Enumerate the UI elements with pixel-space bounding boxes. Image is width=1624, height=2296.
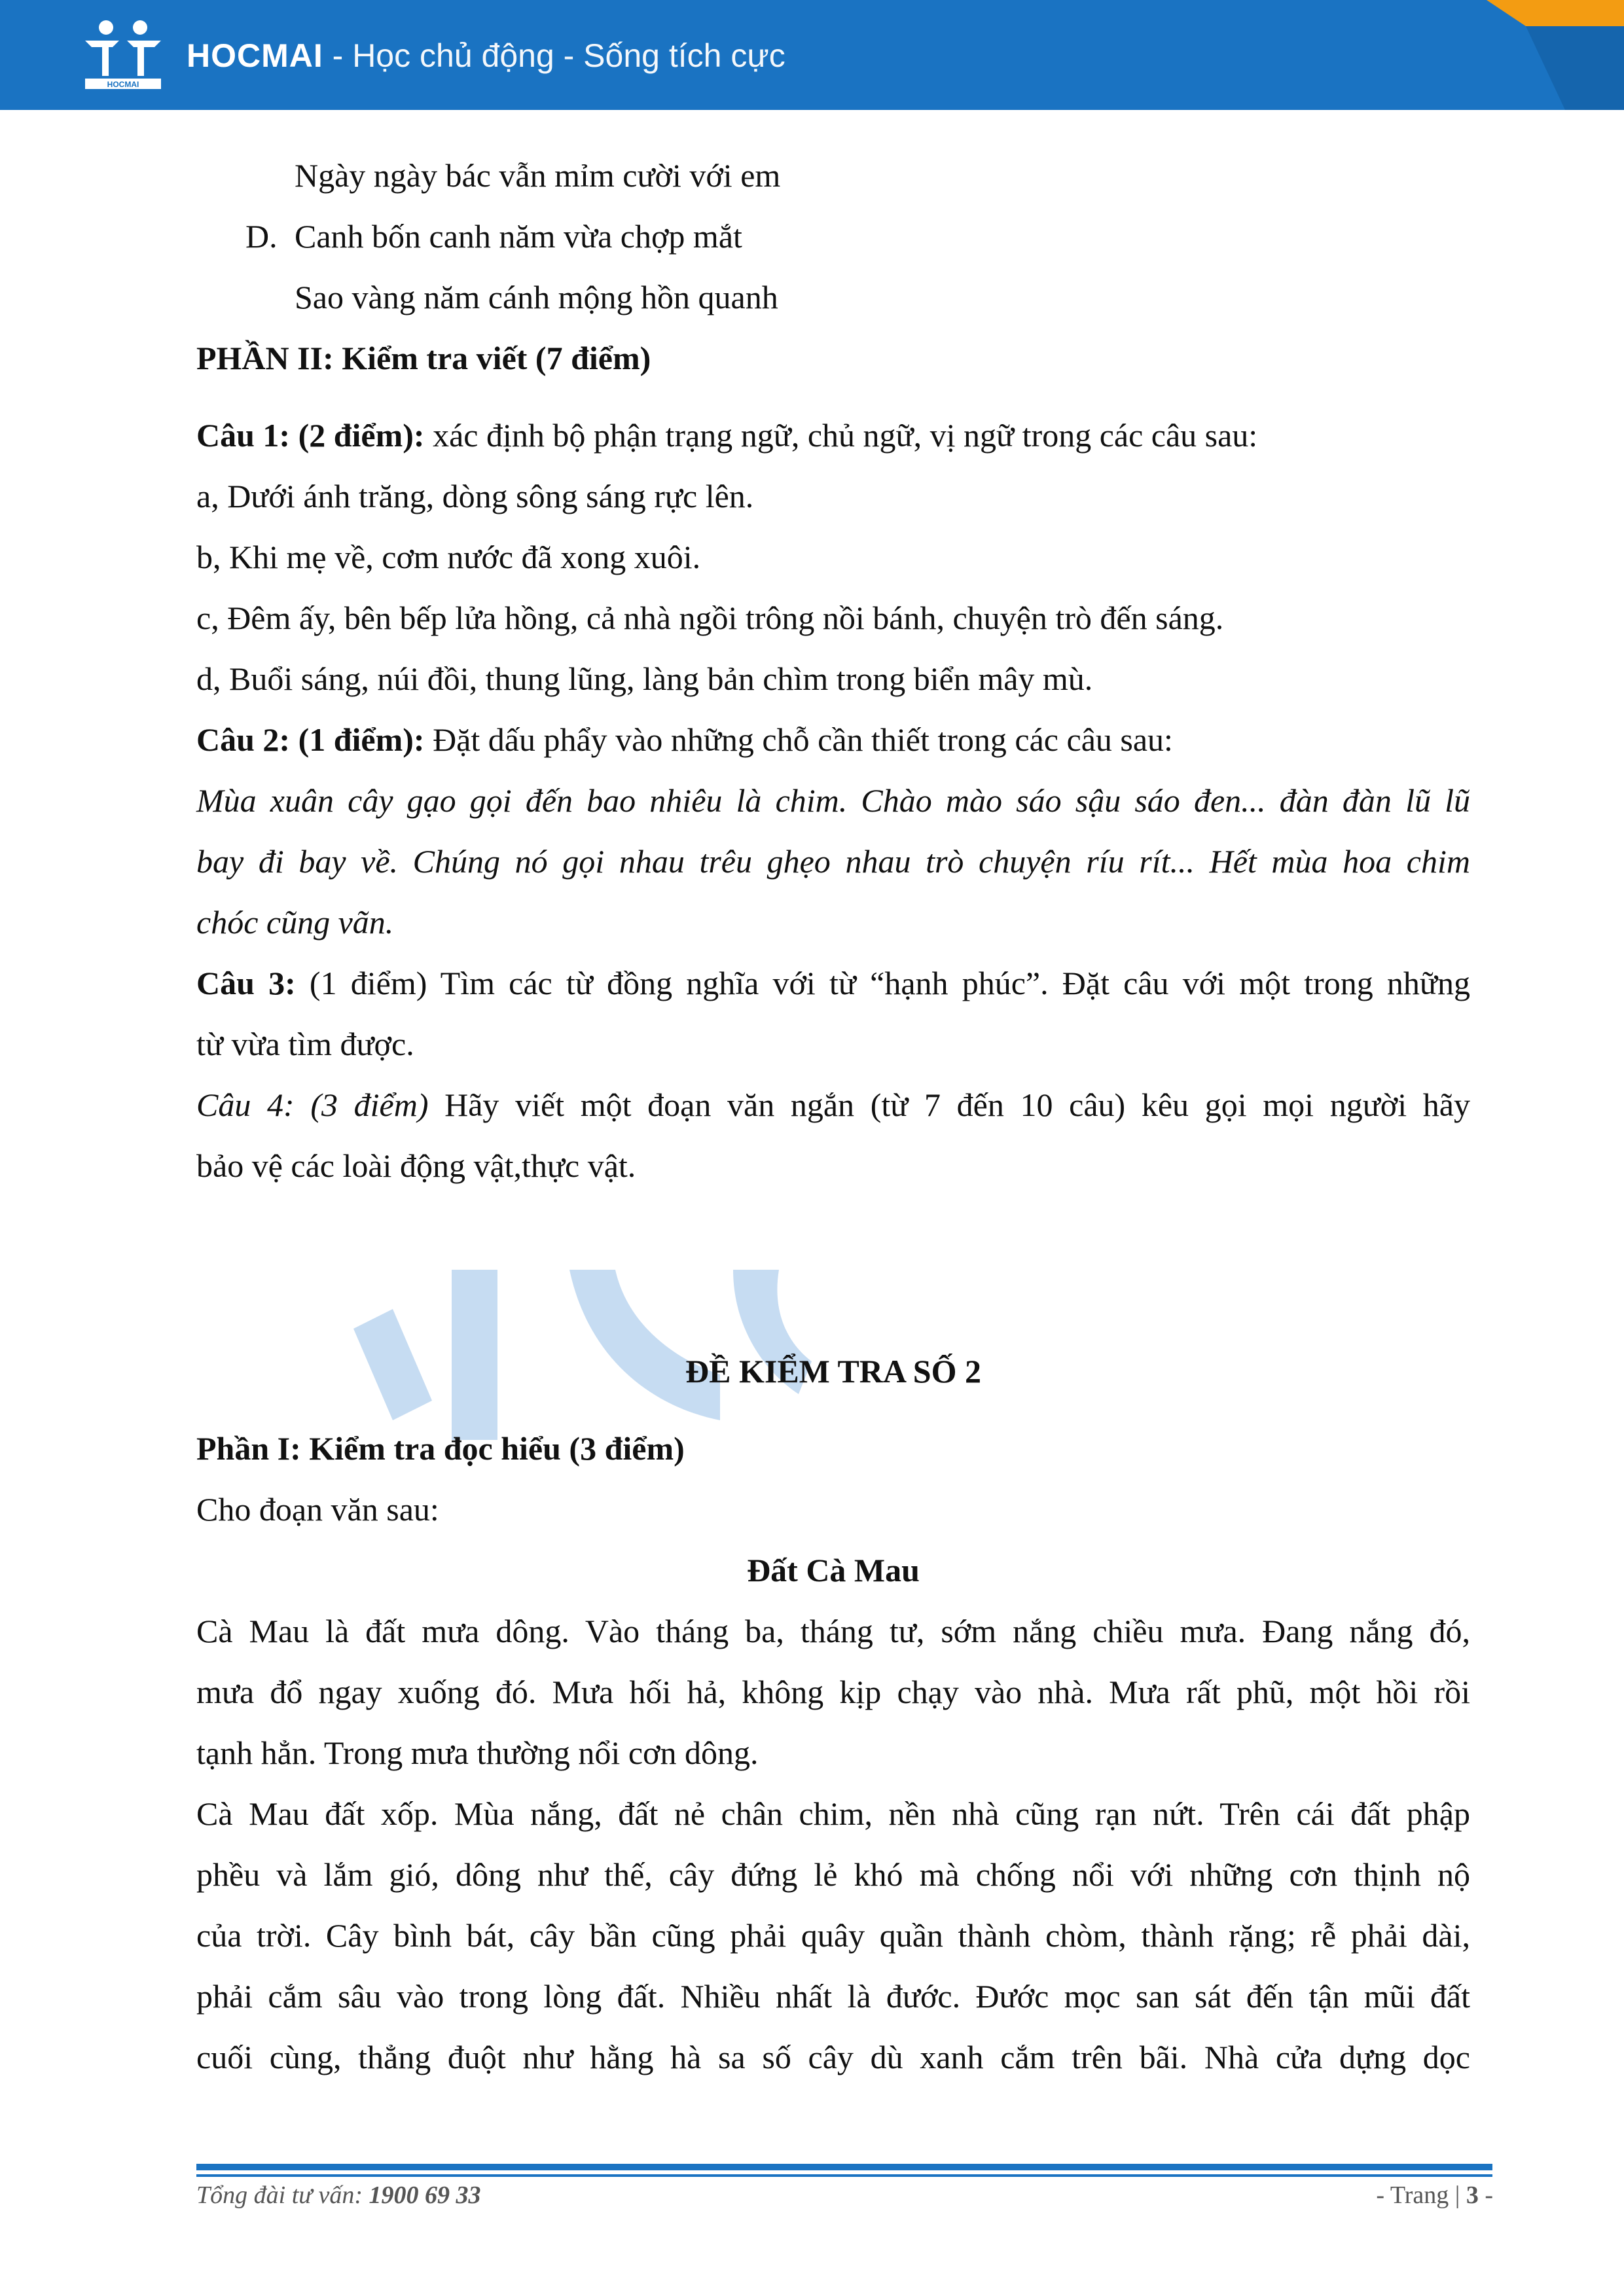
q4-continuation: bảo vệ các loài động vật,thực vật. (196, 1147, 636, 1184)
q1-text: xác định bộ phận trạng ngữ, chủ ngữ, vị ngữ trong các câu sau: (424, 417, 1258, 454)
part1-heading: Phần I: Kiểm tra đọc hiểu (3 điểm) (196, 1430, 685, 1467)
q2-text: Đặt dấu phẩy vào những chỗ cần thiết trong các câu sau: (424, 721, 1173, 758)
passage-intro: Cho đoạn văn sau: (196, 1491, 439, 1528)
poem-line-c2: Ngày ngày bác vẫn mỉm cười với em (295, 157, 781, 194)
q2-passage-line2: bay đi bay về. Chúng nó gọi nhau trêu ghẹo nhau trò chuyện ríu rít... Hết mùa hoa chim (196, 843, 1470, 880)
q1-item-a: a, Dưới ánh trăng, dòng sông sáng rực lên. (196, 478, 754, 514)
q1-item-d: d, Buổi sáng, núi đồi, thung lũng, làng bản chìm trong biển mây mù. (196, 660, 1093, 697)
page-number: 3 (1466, 2181, 1479, 2209)
hotline-label: Tổng đài tư vấn: (196, 2181, 369, 2209)
hotline-number: 1900 69 33 (369, 2181, 481, 2209)
passage-title: Đất Cà Mau (747, 1552, 920, 1588)
hocmai-logo-icon (80, 18, 166, 92)
q2-passage-line1: Mùa xuân cây gạo gọi đến bao nhiêu là chim. Chào mào sáo sậu sáo đen... đàn đàn lũ lũ (196, 782, 1470, 819)
passage-p1-line3: tạnh hẳn. Trong mưa thường nổi cơn dông. (196, 1734, 759, 1771)
brand-name: HOCMAI (187, 37, 323, 74)
passage-p2-line1: Cà Mau đất xốp. Mùa nắng, đất nẻ chân chim, nền nhà cũng rạn nứt. Trên cái đất phập (196, 1795, 1470, 1832)
passage-p1-line1: Cà Mau là đất mưa dông. Vào tháng ba, tháng tư, sớm nắng chiều mưa. Đang nắng đó, (196, 1613, 1470, 1649)
q1-label: Câu 1: (2 điểm): (196, 417, 425, 454)
footer-divider-thin (196, 2174, 1492, 2177)
orange-corner-accent (1428, 0, 1624, 110)
q3-text: (1 điểm) Tìm các từ đồng nghĩa với từ “hạnh phúc”. Đặt câu với một trong những (295, 965, 1470, 1001)
page-suffix: - (1478, 2181, 1493, 2209)
q4-prompt (196, 1085, 1470, 1124)
q3-prompt (196, 963, 1470, 1003)
passage-p1-line2: mưa đổ ngay xuống đó. Mưa hối hả, không kịp chạy vào nhà. Mưa rất phũ, một hồi rồi (196, 1674, 1470, 1710)
brand-slogan: Học chủ động - Sống tích cực (352, 37, 785, 74)
page-header (0, 0, 1624, 110)
option-d-line2: Sao vàng năm cánh mộng hồn quanh (295, 279, 778, 315)
option-d-label: D. (245, 218, 278, 255)
q3-label: Câu 3: (196, 965, 296, 1001)
q1-prompt (196, 416, 1470, 455)
q2-prompt (196, 720, 1470, 759)
footer-page-number (1376, 2181, 1493, 2210)
part2-heading: PHẦN II: Kiểm tra viết (7 điểm) (196, 340, 651, 376)
q1-item-c: c, Đêm ấy, bên bếp lửa hồng, cả nhà ngồi trông nồi bánh, chuyện trò đến sáng. (196, 600, 1224, 636)
brand-text (187, 37, 785, 75)
passage-p2-line3: của trời. Cây bình bát, cây bần cũng phải quây quần thành chòm, thành rặng; rễ phải dài, (196, 1917, 1470, 1954)
q4-text: Hãy viết một đoạn văn ngắn (từ 7 đến 10 câu) kêu gọi mọi người hãy (428, 1086, 1470, 1123)
option-d-line1: Canh bốn canh năm vừa chợp mắt (295, 218, 742, 255)
brand-separator: - (323, 37, 353, 74)
svg-text:HOCMAI: HOCMAI (107, 80, 139, 89)
option-d (245, 217, 1519, 256)
q2-passage-line3: chóc cũng vãn. (196, 904, 394, 941)
passage-p2-line5: cuối cùng, thẳng đuột như hằng hà sa số cây dù xanh cắm trên bãi. Nhà cửa dựng dọc (196, 2039, 1470, 2075)
test2-heading: ĐỀ KIỂM TRA SỐ 2 (685, 1353, 981, 1390)
q1-item-b: b, Khi mẹ về, cơm nước đã xong xuôi. (196, 539, 701, 575)
footer-divider-thick (196, 2164, 1492, 2170)
q2-label: Câu 2: (1 điểm): (196, 721, 425, 758)
passage-p2-line4: phải cắm sâu vào trong lòng đất. Nhiều nhất là đước. Đước mọc san sát đến tận mũi đất (196, 1978, 1470, 2015)
passage-p2-line2: phều và lắm gió, dông như thế, cây đứng lẻ khó mà chống nổi với những cơn thịnh nộ (196, 1856, 1470, 1893)
q4-label: Câu 4: (3 điểm) (196, 1086, 429, 1123)
q3-continuation: từ vừa tìm được. (196, 1026, 414, 1062)
footer-hotline (196, 2181, 481, 2210)
page-prefix: - Trang | (1376, 2181, 1466, 2209)
